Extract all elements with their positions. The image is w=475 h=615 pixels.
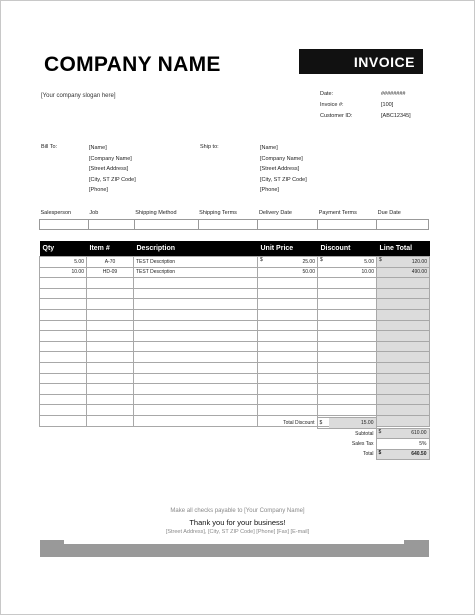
discount-cell[interactable] [318, 341, 377, 352]
thank-you-note: Thank you for your business! [189, 518, 286, 527]
currency-symbol: $ [317, 418, 329, 429]
payment-terms-header: Payment Terms [318, 210, 357, 216]
description-cell[interactable] [134, 288, 258, 299]
ship-to-name: [Name] [260, 145, 278, 151]
salesperson-cell[interactable] [40, 220, 89, 230]
shipping-table [39, 209, 429, 230]
company-slogan: [Your company slogan here] [41, 93, 116, 99]
payment-terms-cell[interactable] [318, 220, 377, 230]
date-value: ######## [381, 91, 406, 97]
qty-cell[interactable] [40, 384, 87, 395]
line-total-cell [377, 384, 430, 395]
discount-cell[interactable] [318, 257, 377, 268]
qty-cell[interactable] [40, 278, 87, 289]
unit-price-cell[interactable] [258, 278, 318, 289]
qty-cell[interactable] [40, 309, 87, 320]
subtotal-value: 610.00 [411, 430, 427, 437]
unit-price-cell[interactable] [258, 309, 318, 320]
description-cell[interactable]: TEST Description [134, 267, 258, 278]
footer-bar-notch [64, 540, 404, 544]
description-cell[interactable] [134, 394, 258, 405]
line-total-cell [377, 352, 430, 363]
table-row [40, 331, 430, 342]
table-row [40, 405, 430, 416]
delivery-date-header: Delivery Date [258, 210, 292, 216]
bill-to-address [89, 143, 136, 196]
description-cell[interactable] [134, 278, 258, 289]
currency-symbol: $ [378, 428, 382, 435]
description-cell[interactable] [134, 341, 258, 352]
description-cell[interactable] [134, 309, 258, 320]
invoice-title-box [299, 49, 423, 74]
bill-to-company: [Company Name] [89, 155, 132, 162]
discount-cell[interactable] [318, 320, 377, 331]
salesperson-header: Salesperson [40, 210, 72, 216]
customer-id-value: [ABC12345] [381, 113, 411, 119]
unit-price-cell[interactable] [258, 341, 318, 352]
line-total-header: Line Total [377, 241, 430, 257]
table-row [40, 320, 430, 331]
qty-cell[interactable] [40, 331, 87, 342]
due-date-header: Due Date [377, 210, 401, 216]
shipping-method-header: Shipping Method [135, 210, 177, 216]
customer-id-label: Customer ID: [320, 113, 353, 119]
item-number-cell[interactable] [87, 320, 134, 331]
discount-cell[interactable] [318, 394, 377, 405]
discount-cell[interactable] [318, 384, 377, 395]
table-row [40, 362, 430, 373]
line-total-cell [377, 320, 430, 331]
qty-cell[interactable] [40, 299, 87, 310]
line-total-cell [377, 341, 430, 352]
line-total-cell [377, 331, 430, 342]
delivery-date-cell[interactable] [258, 220, 318, 230]
description-cell[interactable] [134, 384, 258, 395]
invoice-title: INVOICE [353, 54, 415, 70]
item-number-cell[interactable] [87, 278, 134, 289]
table-row [40, 267, 430, 278]
job-cell[interactable] [88, 220, 134, 230]
description-cell[interactable] [134, 299, 258, 310]
qty-cell[interactable]: 10.00 [40, 267, 87, 278]
company-name: COMPANY NAME [44, 53, 221, 76]
discount-cell[interactable] [318, 405, 377, 416]
invoice-number-value: [100] [381, 102, 394, 108]
bill-to-name: [Name] [89, 145, 107, 151]
qty-cell[interactable] [40, 394, 87, 405]
discount-header: Discount [318, 241, 377, 257]
unit-price-cell[interactable] [258, 352, 318, 363]
description-header: Description [134, 241, 258, 257]
line-total-cell [377, 309, 430, 320]
unit-price-header: Unit Price [258, 241, 318, 257]
item-number-cell[interactable] [87, 394, 134, 405]
item-number-cell[interactable]: A-70 [87, 257, 134, 268]
line-total-cell: 490.00 [377, 267, 430, 278]
discount-value: 5.00 [364, 258, 374, 265]
currency-symbol: $ [260, 257, 263, 263]
bill-to-street: [Street Address] [89, 166, 129, 172]
description-cell[interactable] [134, 320, 258, 331]
discount-cell[interactable] [318, 331, 377, 342]
subtotal-label: Subtotal [355, 430, 374, 437]
unit-price-cell[interactable] [258, 373, 318, 384]
discount-cell[interactable] [318, 352, 377, 363]
description-cell[interactable] [134, 362, 258, 373]
qty-cell[interactable] [40, 341, 87, 352]
subtotal-value-cell [376, 428, 429, 439]
bill-to-city: [City, ST ZIP Code] [89, 176, 136, 183]
total-value-cell [376, 449, 429, 460]
line-total-cell [377, 288, 430, 299]
description-cell[interactable] [134, 352, 258, 363]
ship-to-company: [Company Name] [260, 155, 303, 162]
shipping-terms-header: Shipping Terms [199, 210, 237, 216]
unit-price-cell[interactable] [258, 384, 318, 395]
payable-note: Make all checks payable to [Your Company Name] [170, 508, 305, 514]
shipping-method-cell[interactable] [134, 220, 198, 230]
item-number-cell[interactable] [87, 288, 134, 299]
item-number-header: Item # [87, 241, 134, 257]
items-table [39, 241, 430, 427]
discount-cell[interactable] [318, 362, 377, 373]
sales-tax-label: Sales Tax [351, 440, 374, 447]
line-total-cell [377, 405, 430, 416]
qty-cell[interactable] [40, 320, 87, 331]
line-total-cell [377, 299, 430, 310]
item-number-cell[interactable] [87, 362, 134, 373]
unit-price-cell[interactable] [258, 257, 318, 268]
item-number-cell[interactable]: HD-09 [87, 267, 134, 278]
total-discount-value: 15.00 [329, 418, 376, 429]
description-cell[interactable] [134, 331, 258, 342]
currency-symbol: $ [378, 449, 382, 456]
ship-to-phone: [Phone] [260, 187, 279, 193]
ship-to-street: [Street Address] [260, 166, 300, 172]
unit-price-cell[interactable] [258, 331, 318, 342]
table-row [40, 341, 430, 352]
qty-cell[interactable] [40, 352, 87, 363]
due-date-cell[interactable] [377, 220, 429, 230]
line-total-cell [377, 257, 430, 268]
table-row [40, 384, 430, 395]
line-total-value: 120.00 [411, 258, 427, 265]
line-total-cell [377, 394, 430, 405]
contact-line: [Street Address], [City, ST ZIP Code] [Phone] [Fax] [E-mail] [165, 529, 310, 535]
discount-cell[interactable] [318, 299, 377, 310]
table-row [40, 288, 430, 299]
discount-cell[interactable] [318, 373, 377, 384]
item-number-cell[interactable] [87, 352, 134, 363]
qty-cell[interactable] [40, 362, 87, 373]
description-cell[interactable] [134, 373, 258, 384]
item-number-cell[interactable] [87, 309, 134, 320]
item-number-cell[interactable] [87, 341, 134, 352]
table-row [40, 394, 430, 405]
unit-price-cell[interactable] [258, 405, 318, 416]
table-row [40, 309, 430, 320]
table-row [40, 352, 430, 363]
currency-symbol: $ [320, 257, 323, 263]
ship-to-label: Ship to: [200, 144, 219, 150]
table-row [40, 278, 430, 289]
sales-tax-value[interactable]: 5% [376, 439, 429, 450]
unit-price-value: 25.00 [302, 258, 315, 265]
unit-price-cell[interactable] [258, 299, 318, 310]
description-cell[interactable]: TEST Description [134, 257, 258, 268]
unit-price-cell[interactable]: 50.00 [258, 267, 318, 278]
qty-cell[interactable] [40, 288, 87, 299]
line-total-cell [377, 278, 430, 289]
item-number-cell[interactable] [87, 384, 134, 395]
unit-price-cell[interactable] [258, 362, 318, 373]
item-number-cell[interactable] [87, 331, 134, 342]
total-discount-label: Total Discount [283, 419, 315, 426]
qty-cell[interactable] [40, 405, 87, 416]
job-header: Job [89, 210, 99, 216]
ship-to-address [260, 143, 307, 196]
total-label: Total [362, 451, 374, 458]
qty-header: Qty [40, 241, 87, 257]
date-label: Date: [320, 91, 334, 97]
discount-cell[interactable] [318, 278, 377, 289]
invoice-number-label: Invoice #: [320, 102, 344, 108]
qty-cell[interactable]: 5.00 [40, 257, 87, 268]
table-row [40, 299, 430, 310]
unit-price-cell[interactable] [258, 394, 318, 405]
bill-to-phone: [Phone] [89, 187, 108, 193]
discount-cell[interactable] [318, 288, 377, 299]
item-number-cell[interactable] [87, 373, 134, 384]
table-row [40, 373, 430, 384]
currency-symbol: $ [379, 257, 382, 263]
shipping-terms-cell[interactable] [198, 220, 258, 230]
total-value: 640.50 [411, 451, 427, 458]
bill-to-label: Bill To: [41, 144, 58, 150]
ship-to-city: [City, ST ZIP Code] [260, 176, 307, 183]
line-total-cell [377, 362, 430, 373]
qty-cell[interactable] [40, 373, 87, 384]
discount-cell[interactable]: 10.00 [318, 267, 377, 278]
line-total-cell [377, 373, 430, 384]
description-cell[interactable] [134, 405, 258, 416]
unit-price-cell[interactable] [258, 320, 318, 331]
totals-table [39, 417, 430, 460]
discount-cell[interactable] [318, 309, 377, 320]
item-number-cell[interactable] [87, 405, 134, 416]
item-number-cell[interactable] [87, 299, 134, 310]
table-row [40, 257, 430, 268]
unit-price-cell[interactable] [258, 288, 318, 299]
